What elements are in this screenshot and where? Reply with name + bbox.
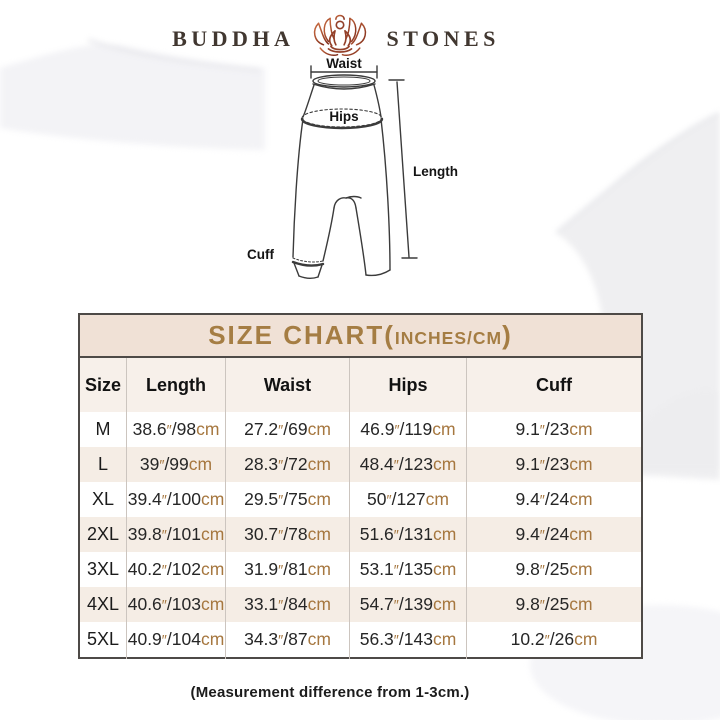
size-chart-title (80, 315, 641, 358)
cuff-value (466, 517, 641, 554)
cm-number: /69 (283, 419, 308, 439)
waistband (313, 75, 375, 89)
hips-value (349, 482, 466, 519)
cm-number: /26 (549, 629, 575, 649)
measurement-note: (Measurement difference from 1-3cm.) (190, 684, 470, 701)
cm-unit: cm (574, 629, 598, 649)
inch-mark: ″ (539, 458, 545, 474)
cm-number: /127 (391, 489, 426, 509)
cm-unit: cm (200, 489, 225, 509)
cm-unit: cm (200, 559, 225, 579)
cm-number: /98 (171, 419, 197, 439)
cm-number: /24 (544, 524, 570, 544)
table-row (80, 517, 641, 552)
inch-mark: ″ (161, 563, 167, 579)
inch-mark: ″ (161, 528, 167, 544)
size-chart-table (78, 313, 643, 659)
size-label: 4XL (86, 594, 120, 614)
inches-number: 50 (367, 489, 387, 509)
length-value (126, 482, 225, 519)
cm-number: /102 (166, 559, 201, 579)
cm-unit: cm (307, 489, 331, 509)
cuff-value (466, 622, 641, 659)
hips-value (349, 447, 466, 484)
inch-mark: ″ (278, 598, 284, 614)
cm-unit: cm (200, 524, 225, 544)
cm-unit: cm (200, 594, 225, 614)
inch-mark: ″ (393, 633, 399, 649)
length-value (126, 412, 225, 449)
cm-unit: cm (307, 419, 331, 439)
cm-unit: cm (196, 419, 220, 439)
size-label: 2XL (86, 524, 120, 544)
cm-number: /87 (283, 629, 308, 649)
inches-number: 40.9 (127, 629, 162, 649)
size-chart-title-unit: INCHES/CM (394, 328, 503, 348)
inch-mark: ″ (539, 528, 545, 544)
cuff-value (466, 412, 641, 449)
inches-number: 27.2 (244, 419, 279, 439)
cm-number: /24 (544, 489, 570, 509)
hips-value (349, 587, 466, 624)
cm-number: /23 (544, 454, 570, 474)
inch-mark: ″ (166, 423, 172, 439)
waist-value (225, 412, 349, 449)
cm-number: /25 (544, 594, 570, 614)
inch-mark: ″ (394, 423, 400, 439)
cm-number: /72 (283, 454, 308, 474)
cm-number: /100 (166, 489, 201, 509)
cm-unit: cm (432, 559, 457, 579)
inches-number: 48.4 (359, 454, 394, 474)
column-header-length: Length (126, 358, 225, 412)
inches-number: 39 (139, 454, 160, 474)
inch-mark: ″ (393, 563, 399, 579)
cuff-value (466, 587, 641, 624)
cuff-value (466, 552, 641, 589)
inch-mark: ″ (539, 563, 545, 579)
cm-number: /25 (544, 559, 570, 579)
hips-value (349, 622, 466, 659)
inches-number: 31.9 (244, 559, 279, 579)
cm-number: /119 (399, 419, 433, 439)
cm-unit: cm (569, 489, 593, 509)
length-value (126, 622, 225, 659)
size-chart-title-close: ) (502, 320, 513, 350)
inches-number: 29.5 (244, 489, 279, 509)
inches-number: 46.9 (360, 419, 395, 439)
inches-number: 40.2 (127, 559, 162, 579)
brand-name-right: STONES (386, 26, 500, 51)
cm-unit: cm (432, 629, 457, 649)
cm-unit: cm (569, 454, 593, 474)
inch-mark: ″ (161, 633, 167, 649)
cuff-value (466, 482, 641, 519)
cm-unit: cm (569, 559, 593, 579)
hips-label: Hips (329, 109, 359, 124)
cm-number: /103 (166, 594, 201, 614)
inches-number: 34.3 (244, 629, 279, 649)
length-value (126, 447, 225, 484)
cm-unit: cm (432, 594, 457, 614)
cm-unit: cm (307, 594, 331, 614)
cm-unit: cm (200, 629, 225, 649)
cm-number: /101 (166, 524, 201, 544)
length-value (126, 587, 225, 624)
cm-unit: cm (307, 454, 331, 474)
inches-number: 9.8 (515, 594, 540, 614)
inches-number: 39.8 (127, 524, 162, 544)
inch-mark: ″ (539, 598, 545, 614)
inch-mark: ″ (393, 458, 399, 474)
waist-value (225, 622, 349, 659)
length-label: Length (413, 164, 458, 179)
size-label: L (97, 454, 108, 474)
cm-number: /131 (398, 524, 433, 544)
inches-number: 39.4 (127, 489, 162, 509)
inch-mark: ″ (393, 528, 399, 544)
inch-mark: ″ (539, 423, 545, 439)
inch-mark: ″ (278, 633, 284, 649)
cm-unit: cm (569, 594, 593, 614)
inches-number: 10.2 (510, 629, 545, 649)
inches-number: 9.4 (515, 524, 540, 544)
inch-mark: ″ (278, 528, 284, 544)
length-value (126, 517, 225, 554)
inch-mark: ″ (386, 493, 392, 509)
inches-number: 9.1 (515, 419, 540, 439)
inch-mark: ″ (278, 423, 284, 439)
cm-unit: cm (307, 629, 331, 649)
table-header-row (80, 358, 641, 412)
inch-mark: ″ (393, 598, 399, 614)
inches-number: 28.3 (244, 454, 279, 474)
inches-number: 54.7 (359, 594, 394, 614)
cm-unit: cm (432, 454, 457, 474)
inch-mark: ″ (159, 458, 165, 474)
waist-value (225, 482, 349, 519)
hips-value (349, 517, 466, 554)
cm-number: /78 (283, 524, 308, 544)
cm-number: /23 (544, 419, 570, 439)
inch-mark: ″ (278, 458, 284, 474)
waist-label: Waist (326, 56, 362, 71)
inches-number: 38.6 (132, 419, 167, 439)
length-value (126, 552, 225, 589)
inches-number: 51.6 (359, 524, 394, 544)
cm-unit: cm (432, 419, 456, 439)
waist-value (225, 447, 349, 484)
cm-number: /123 (398, 454, 433, 474)
inch-mark: ″ (161, 493, 167, 509)
waist-value (225, 552, 349, 589)
size-label: XL (91, 489, 115, 509)
cm-number: /84 (283, 594, 308, 614)
cm-unit: cm (425, 489, 449, 509)
table-row (80, 552, 641, 587)
column-header-cuff: Cuff (466, 358, 641, 412)
brand-name-left: BUDDHA (172, 26, 295, 51)
cm-number: /135 (398, 559, 433, 579)
cm-unit: cm (569, 524, 593, 544)
table-row (80, 622, 641, 657)
inches-number: 9.4 (515, 489, 540, 509)
inch-mark: ″ (161, 598, 167, 614)
size-label: M (95, 419, 111, 439)
cm-number: /81 (283, 559, 308, 579)
cm-unit: cm (432, 524, 457, 544)
inch-mark: ″ (544, 633, 550, 649)
cm-number: /99 (164, 454, 189, 474)
table-row (80, 447, 641, 482)
size-table-body (80, 412, 641, 657)
cm-unit: cm (307, 559, 331, 579)
inches-number: 9.1 (515, 454, 540, 474)
size-label: 5XL (86, 629, 120, 649)
pants-measurement-diagram (240, 55, 530, 295)
waist-value (225, 517, 349, 554)
cuff-value (466, 447, 641, 484)
table-row (80, 587, 641, 622)
cm-unit: cm (569, 419, 593, 439)
table-row (80, 412, 641, 447)
inches-number: 33.1 (244, 594, 279, 614)
size-label: 3XL (86, 559, 120, 579)
hips-value (349, 552, 466, 589)
inches-number: 9.8 (515, 559, 540, 579)
cm-number: /104 (166, 629, 201, 649)
inches-number: 53.1 (359, 559, 394, 579)
size-chart-title-main: SIZE CHART( (208, 320, 395, 350)
column-header-size: Size (84, 375, 122, 395)
inches-number: 40.6 (127, 594, 162, 614)
cm-unit: cm (307, 524, 331, 544)
cm-number: /75 (283, 489, 308, 509)
inches-number: 56.3 (359, 629, 394, 649)
inches-number: 30.7 (244, 524, 279, 544)
inch-mark: ″ (278, 493, 284, 509)
cm-unit: cm (188, 454, 213, 474)
waist-value (225, 587, 349, 624)
table-row (80, 482, 641, 517)
cm-number: /143 (398, 629, 433, 649)
cm-number: /139 (398, 594, 433, 614)
inch-mark: ″ (278, 563, 284, 579)
cuff-label: Cuff (247, 247, 274, 262)
cuff-band (293, 258, 323, 278)
column-header-hips: Hips (349, 358, 466, 412)
hips-value (349, 412, 466, 449)
inch-mark: ″ (539, 493, 545, 509)
column-header-waist: Waist (225, 358, 349, 412)
